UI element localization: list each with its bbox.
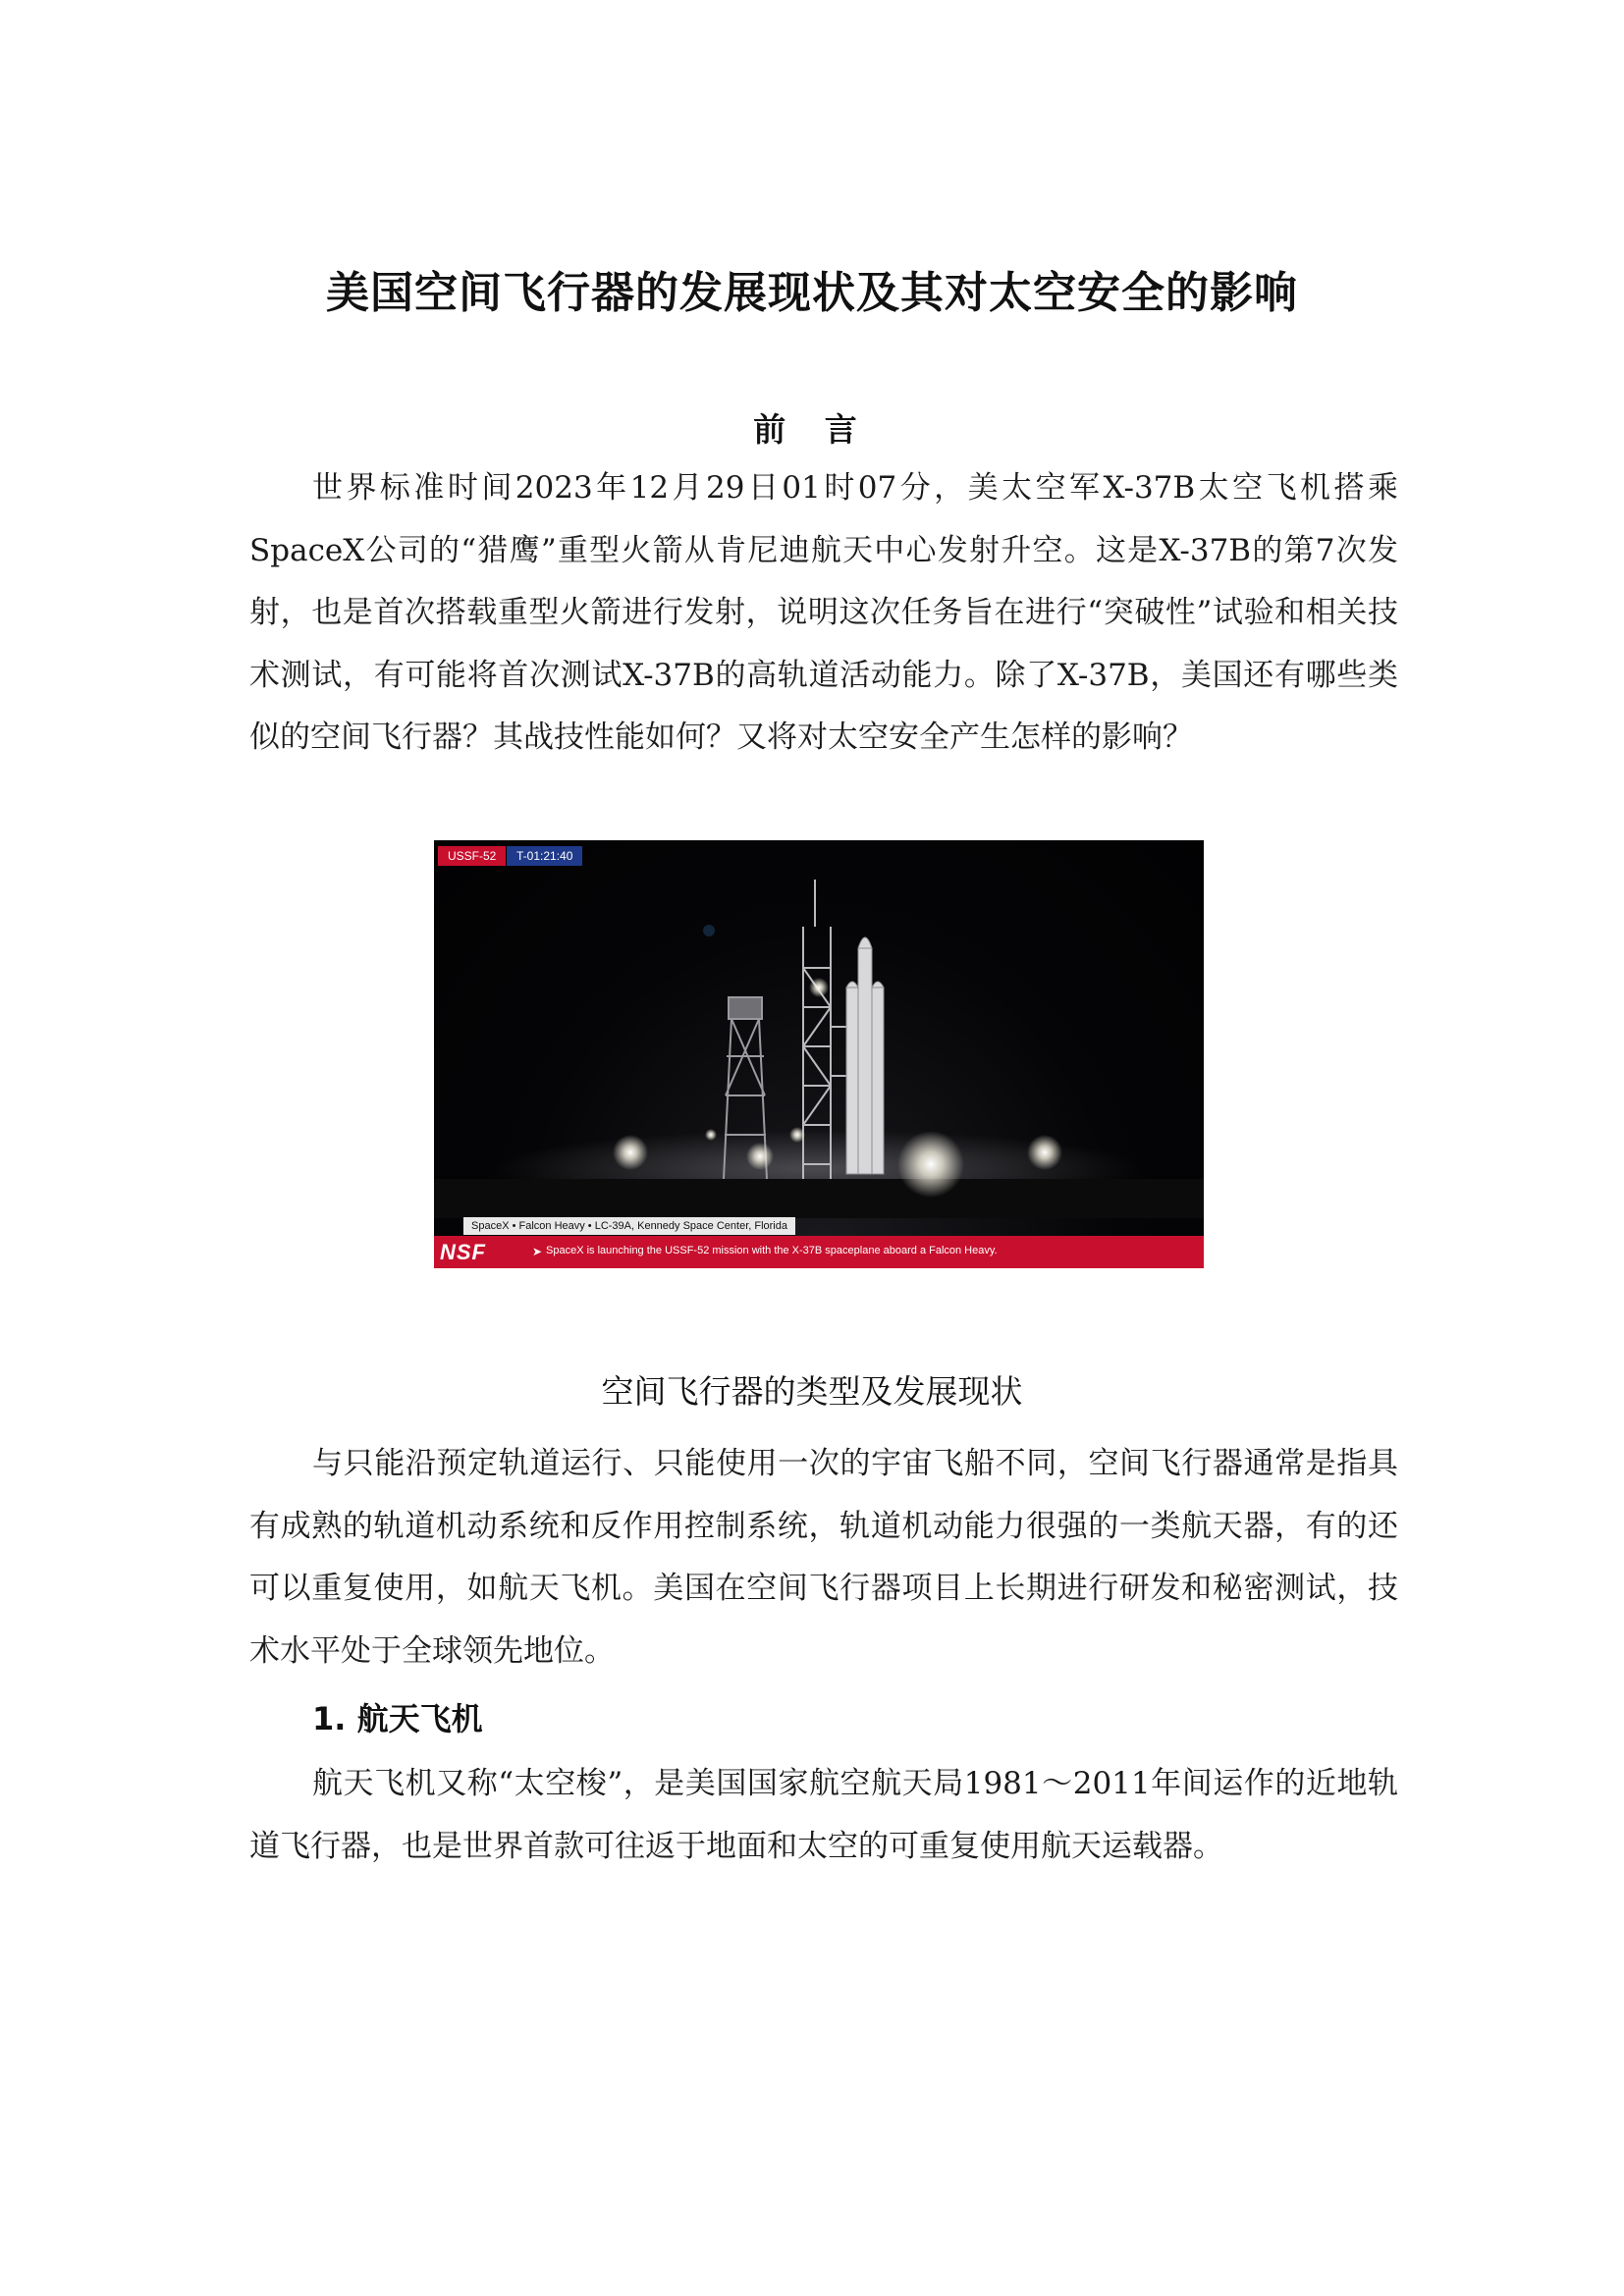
tower-light [705,1129,717,1141]
preface-heading: 前 言 [753,410,871,449]
nsf-logo: NSF [440,1240,486,1264]
subsection-heading: 1. 航天飞机 [312,1700,483,1737]
pad-light [897,1131,964,1198]
news-ticker [434,1236,1204,1268]
arrow-icon: ➤ [532,1245,543,1258]
pad-light [746,1143,774,1170]
location-caption: SpaceX • Falcon Heavy • LC-39A, Kennedy Space Center, Florida [463,1217,795,1235]
mission-badge: USSF-52 [438,846,506,866]
tower-light [789,1127,805,1143]
document-title: 美国空间飞行器的发展现状及其对太空安全的影响 [326,268,1298,318]
preface-paragraph: 世界标准时间2023年12月29日01时07分，美太空军X-37B太空飞机搭乘SpaceX公司的“猎鹰”重型火箭从肯尼迪航天中心发射升空。这是X-37B的第7次发射，也是首次搭载重型火箭进行发射，说明这次任务旨在进行“突破性”试验和相关技术测试，有可能将首次测试X-37B的高轨道活动能力。除了X-37B，美国还有哪些类似的空间飞行器？其战技性能如何？又将对太空安全产生怎样的影响？ [249,470,1398,755]
pad-light [613,1135,648,1170]
launch-pad-illustration [434,840,1204,1268]
pad-light [1027,1135,1062,1170]
launch-photo [434,840,1204,1268]
section-heading: 空间飞行器的类型及发展现状 [601,1372,1023,1411]
rocket [846,937,884,1174]
subsection-paragraph: 航天飞机又称“太空梭”，是美国国家航空航天局1981～2011年间运作的近地轨道飞行器，也是世界首款可往返于地面和太空的可重复使用航天运载器。 [249,1766,1398,1864]
tower-light [809,978,829,997]
section-paragraph: 与只能沿预定轨道运行、只能使用一次的宇宙飞船不同，空间飞行器通常是指具有成熟的轨道机动系统和反作用控制系统，轨道机动能力很强的一类航天器，有的还可以重复使用，如航天飞机。美国在空间飞行器项目上长期进行研发和秘密测试，技术水平处于全球领先地位。 [249,1446,1398,1669]
countdown-badge: T-01:21:40 [507,846,582,866]
ticker-text: SpaceX is launching the USSF-52 mission with the X-37B spaceplane aboard a Falcon Heavy. [546,1245,998,1256]
